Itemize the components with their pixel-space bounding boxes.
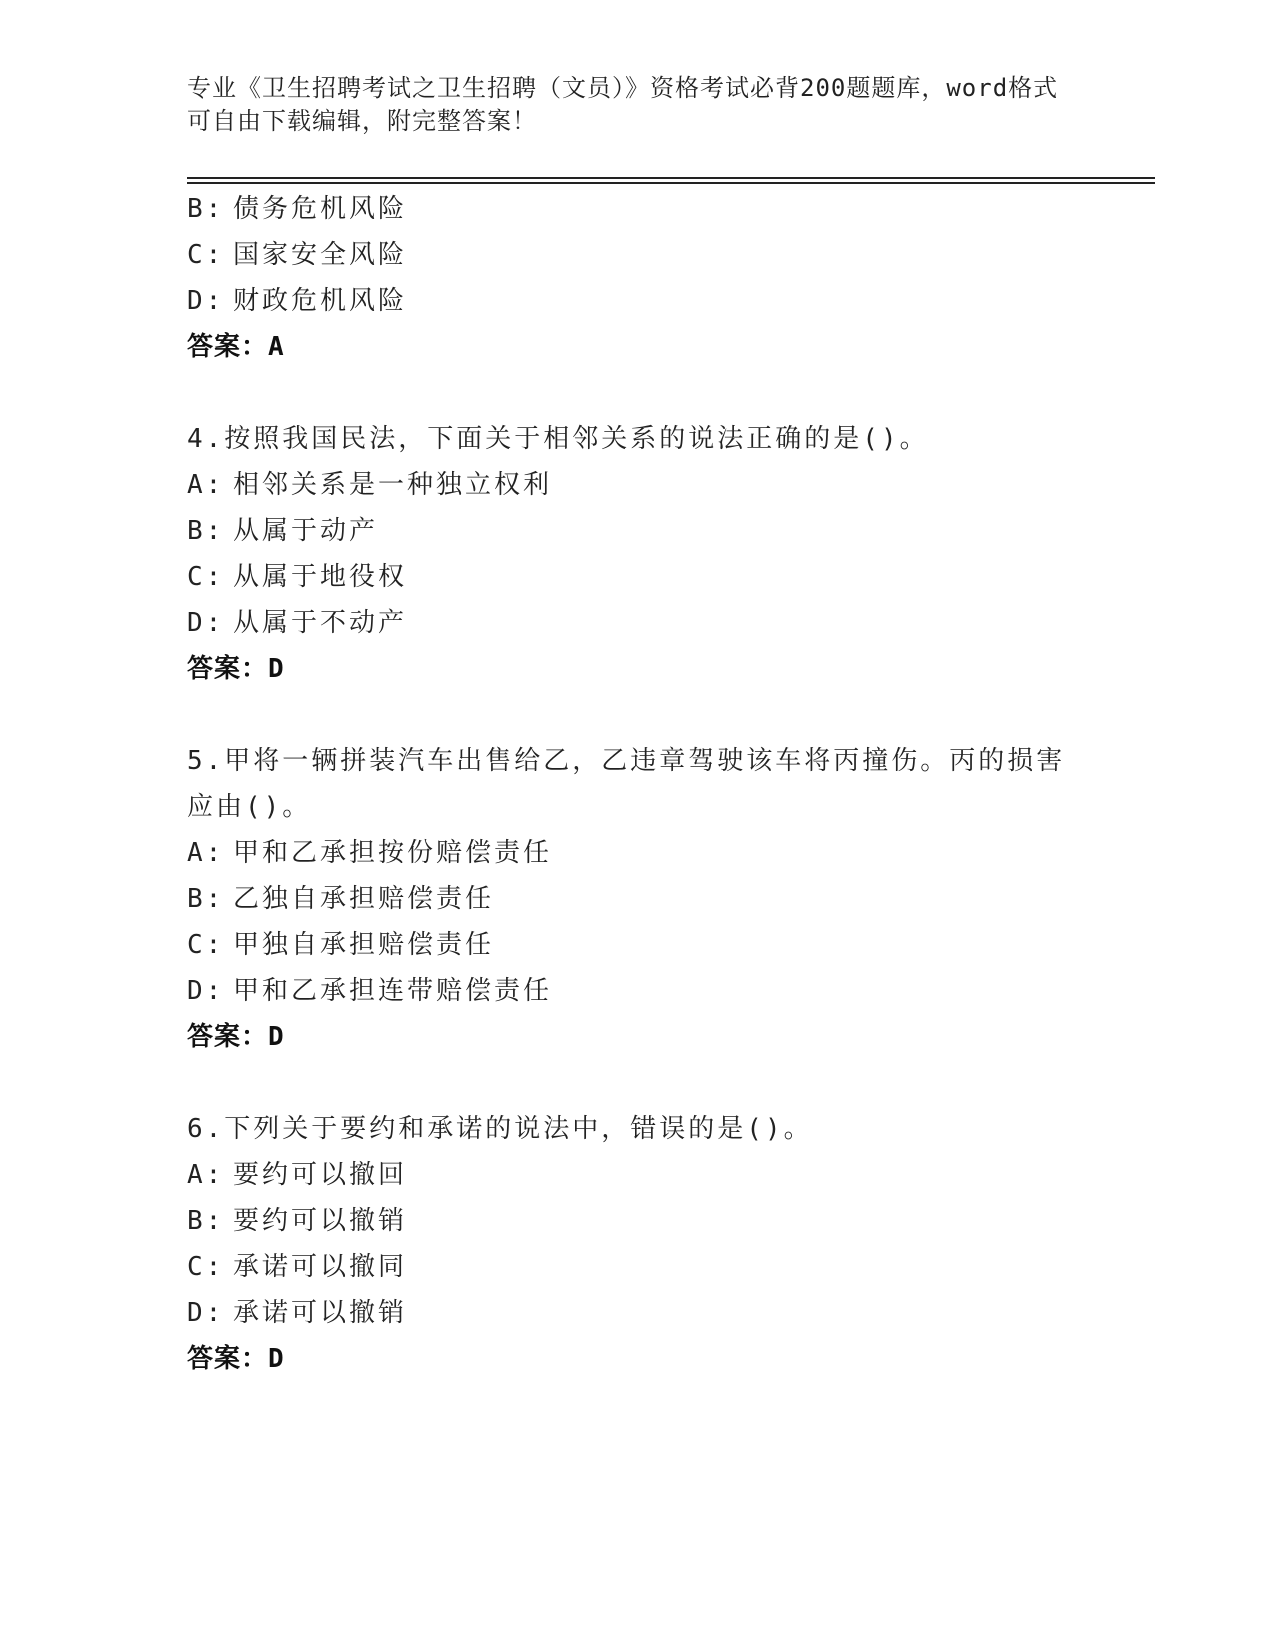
- option-a: [187, 462, 1127, 508]
- option-letter: B:: [187, 516, 225, 546]
- question-list: [187, 186, 1127, 1382]
- option-letter: C:: [187, 240, 225, 270]
- option-text: 甲独自承担赔偿责任: [233, 930, 495, 960]
- option-text: 甲和乙承担连带赔偿责任: [233, 976, 553, 1006]
- option-letter: C:: [187, 930, 225, 960]
- spacer: [187, 370, 1127, 416]
- option-d: [187, 968, 1127, 1014]
- option-text: 财政危机风险: [233, 286, 408, 316]
- option-c: [187, 232, 1127, 278]
- answer-label: 答案：D: [187, 1344, 285, 1374]
- header-line-1: 专业《卫生招聘考试之卫生招聘（文员）》资格考试必背200题题库，word格式: [187, 74, 1059, 102]
- option-text: 甲和乙承担按份赔偿责任: [233, 838, 553, 868]
- question-text-line-1: 5.甲将一辆拼装汽车出售给乙，乙违章驾驶该车将丙撞伤。丙的损害: [187, 746, 1066, 776]
- option-b: [187, 1198, 1127, 1244]
- header-line-2: 可自由下载编辑，附完整答案！: [187, 107, 537, 135]
- option-letter: A:: [187, 838, 225, 868]
- option-letter: B:: [187, 884, 225, 914]
- header-rule-top: [187, 177, 1155, 179]
- option-d: [187, 1290, 1127, 1336]
- option-letter: D:: [187, 608, 225, 638]
- question-text-line-2: 应由()。: [187, 792, 312, 822]
- option-text: 相邻关系是一种独立权利: [233, 470, 553, 500]
- option-text: 从属于动产: [233, 516, 379, 546]
- question-4-block: [187, 416, 1127, 692]
- question-text: 4.按照我国民法，下面关于相邻关系的说法正确的是()。: [187, 424, 929, 454]
- option-letter: C:: [187, 1252, 225, 1282]
- option-letter: B:: [187, 1206, 225, 1236]
- document-header: [187, 72, 1087, 138]
- spacer: [187, 1060, 1127, 1106]
- option-a: [187, 1152, 1127, 1198]
- option-text: 国家安全风险: [233, 240, 408, 270]
- option-d: [187, 278, 1127, 324]
- option-b: [187, 508, 1127, 554]
- option-text: 从属于地役权: [233, 562, 408, 592]
- option-letter: A:: [187, 1160, 225, 1190]
- option-letter: B:: [187, 194, 225, 224]
- option-c: [187, 922, 1127, 968]
- spacer: [187, 692, 1127, 738]
- header-rule-bottom: [187, 182, 1155, 184]
- question-3-block: [187, 186, 1127, 370]
- option-text: 要约可以撤销: [233, 1206, 408, 1236]
- option-d: [187, 600, 1127, 646]
- option-letter: D:: [187, 976, 225, 1006]
- answer-label: 答案：D: [187, 654, 285, 684]
- option-letter: C:: [187, 562, 225, 592]
- answer-label: 答案：D: [187, 1022, 285, 1052]
- option-text: 债务危机风险: [233, 194, 408, 224]
- option-text: 承诺可以撤同: [233, 1252, 408, 1282]
- option-text: 从属于不动产: [233, 608, 408, 638]
- option-a: [187, 830, 1127, 876]
- answer-label: 答案：A: [187, 332, 285, 362]
- option-text: 要约可以撤回: [233, 1160, 408, 1190]
- option-letter: D:: [187, 286, 225, 316]
- question-5-block: [187, 738, 1127, 1060]
- question-text: 6.下列关于要约和承诺的说法中，错误的是()。: [187, 1114, 813, 1144]
- question-6-block: [187, 1106, 1127, 1382]
- option-c: [187, 1244, 1127, 1290]
- option-b: [187, 876, 1127, 922]
- option-c: [187, 554, 1127, 600]
- option-letter: A:: [187, 470, 225, 500]
- option-text: 乙独自承担赔偿责任: [233, 884, 495, 914]
- option-letter: D:: [187, 1298, 225, 1328]
- option-b: [187, 186, 1127, 232]
- option-text: 承诺可以撤销: [233, 1298, 408, 1328]
